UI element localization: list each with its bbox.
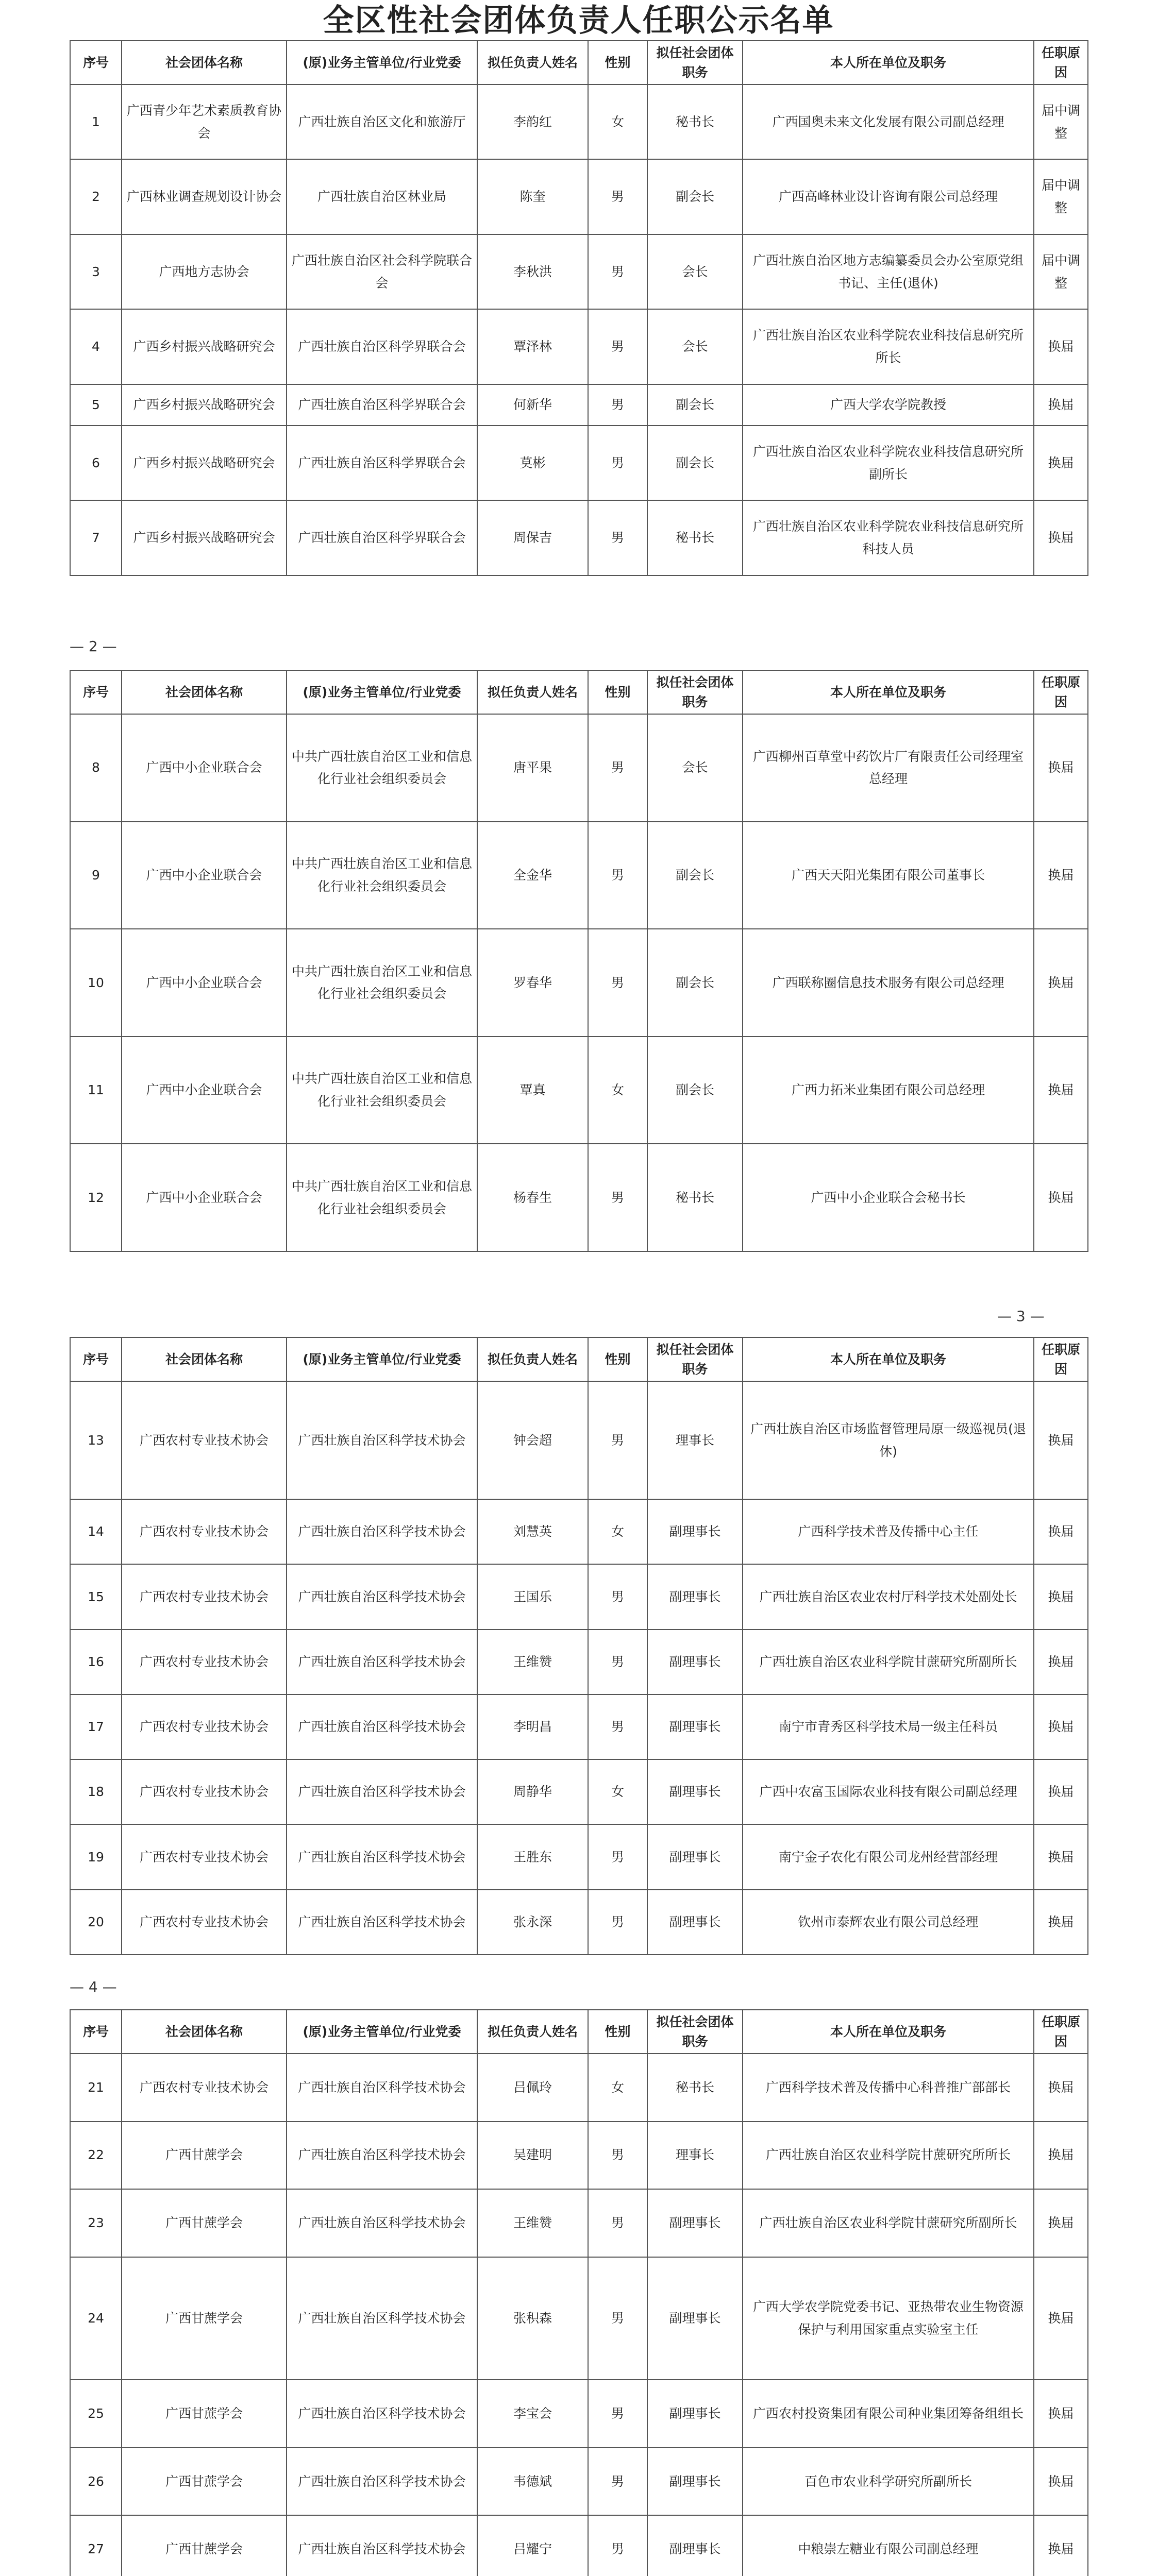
cell-proposed-position: 副理事长: [647, 2380, 743, 2448]
column-header-candidate-name: 拟任负责人姓名: [477, 41, 588, 84]
cell-supervising-unit: 广西壮族自治区科学技术协会: [287, 2380, 477, 2448]
cell-serial-no: 13: [70, 1381, 122, 1499]
cell-serial-no: 12: [70, 1144, 122, 1251]
cell-proposed-position: 副理事长: [647, 1564, 743, 1629]
cell-appointment-reason: 换届: [1034, 2257, 1088, 2380]
cell-gender: 男: [588, 714, 647, 822]
cell-proposed-position: 理事长: [647, 1381, 743, 1499]
cell-proposed-position: 副理事长: [647, 2515, 743, 2576]
cell-supervising-unit: 广西壮族自治区科学技术协会: [287, 1759, 477, 1824]
cell-gender: 男: [588, 500, 647, 575]
cell-appointment-reason: 换届: [1034, 1037, 1088, 1144]
cell-appointment-reason: 届中调整: [1034, 159, 1088, 234]
cell-supervising-unit: 广西壮族自治区科学技术协会: [287, 1564, 477, 1629]
cell-current-employer-position: 广西国奥未来文化发展有限公司副总经理: [743, 84, 1034, 159]
cell-org-name: 广西中小企业联合会: [122, 1144, 287, 1251]
cell-org-name: 广西甘蔗学会: [122, 2448, 287, 2516]
page-number: — 4 —: [70, 1978, 117, 1995]
cell-org-name: 广西农村专业技术协会: [122, 1890, 287, 1955]
cell-candidate-name: 钟会超: [477, 1381, 588, 1499]
cell-candidate-name: 罗春华: [477, 929, 588, 1037]
cell-proposed-position: 副会长: [647, 426, 743, 500]
cell-gender: 男: [588, 1890, 647, 1955]
column-header-org-name: 社会团体名称: [122, 1337, 287, 1381]
roster-table-1: [70, 40, 1088, 576]
column-header-appointment-reason: 任职原因: [1034, 1337, 1088, 1381]
cell-org-name: 广西中小企业联合会: [122, 714, 287, 822]
cell-candidate-name: 王胜东: [477, 1824, 588, 1889]
cell-supervising-unit: 中共广西壮族自治区工业和信息化行业社会组织委员会: [287, 929, 477, 1037]
cell-current-employer-position: 广西中小企业联合会秘书长: [743, 1144, 1034, 1251]
cell-gender: 女: [588, 1037, 647, 1144]
cell-candidate-name: 周静华: [477, 1759, 588, 1824]
cell-org-name: 广西中小企业联合会: [122, 1037, 287, 1144]
cell-candidate-name: 莫彬: [477, 426, 588, 500]
roster-table-3: [70, 1337, 1088, 1955]
cell-org-name: 广西农村专业技术协会: [122, 2054, 287, 2122]
table-row: [70, 2257, 1088, 2380]
cell-appointment-reason: 换届: [1034, 822, 1088, 929]
cell-proposed-position: 副会长: [647, 1037, 743, 1144]
table-row: [70, 309, 1088, 384]
cell-org-name: 广西农村专业技术协会: [122, 1759, 287, 1824]
cell-serial-no: 15: [70, 1564, 122, 1629]
cell-gender: 男: [588, 384, 647, 426]
cell-current-employer-position: 广西力拓米业集团有限公司总经理: [743, 1037, 1034, 1144]
cell-current-employer-position: 广西天天阳光集团有限公司董事长: [743, 822, 1034, 929]
table-row: [70, 2122, 1088, 2190]
cell-org-name: 广西甘蔗学会: [122, 2380, 287, 2448]
cell-appointment-reason: 换届: [1034, 2122, 1088, 2190]
cell-current-employer-position: 广西壮族自治区农业科学院甘蔗研究所所长: [743, 2122, 1034, 2190]
column-header-current-employer-position: 本人所在单位及职务: [743, 2010, 1034, 2054]
page-number: — 2 —: [70, 638, 117, 655]
table-row: [70, 1381, 1088, 1499]
page-number: — 3 —: [997, 1308, 1045, 1325]
column-header-org-name: 社会团体名称: [122, 2010, 287, 2054]
cell-supervising-unit: 广西壮族自治区林业局: [287, 159, 477, 234]
cell-current-employer-position: 广西中农富玉国际农业科技有限公司副总经理: [743, 1759, 1034, 1824]
cell-appointment-reason: 换届: [1034, 2515, 1088, 2576]
table-row: [70, 84, 1088, 159]
column-header-org-name: 社会团体名称: [122, 41, 287, 84]
column-header-proposed-position: 拟任社会团体职务: [647, 1337, 743, 1381]
column-header-current-employer-position: 本人所在单位及职务: [743, 1337, 1034, 1381]
cell-candidate-name: 周保吉: [477, 500, 588, 575]
cell-gender: 男: [588, 1694, 647, 1759]
cell-org-name: 广西农村专业技术协会: [122, 1630, 287, 1694]
cell-gender: 男: [588, 1630, 647, 1694]
cell-supervising-unit: 广西壮族自治区科学技术协会: [287, 1630, 477, 1694]
cell-appointment-reason: 届中调整: [1034, 84, 1088, 159]
table-row: [70, 2380, 1088, 2448]
cell-org-name: 广西中小企业联合会: [122, 822, 287, 929]
cell-current-employer-position: 广西大学农学院教授: [743, 384, 1034, 426]
cell-proposed-position: 秘书长: [647, 84, 743, 159]
cell-candidate-name: 王维赞: [477, 2189, 588, 2257]
cell-serial-no: 2: [70, 159, 122, 234]
cell-supervising-unit: 广西壮族自治区社会科学院联合会: [287, 234, 477, 309]
cell-proposed-position: 会长: [647, 714, 743, 822]
column-header-gender: 性别: [588, 670, 647, 714]
cell-proposed-position: 副会长: [647, 929, 743, 1037]
cell-org-name: 广西农村专业技术协会: [122, 1381, 287, 1499]
cell-serial-no: 27: [70, 2515, 122, 2576]
cell-candidate-name: 张积森: [477, 2257, 588, 2380]
cell-supervising-unit: 广西壮族自治区科学技术协会: [287, 2054, 477, 2122]
cell-gender: 女: [588, 1499, 647, 1564]
table-header-row: [70, 670, 1088, 714]
column-header-supervising-unit: (原)业务主管单位/行业党委: [287, 2010, 477, 2054]
table-row: [70, 426, 1088, 500]
cell-candidate-name: 李韵红: [477, 84, 588, 159]
cell-proposed-position: 副理事长: [647, 1890, 743, 1955]
cell-current-employer-position: 广西壮族自治区农业科学院甘蔗研究所副所长: [743, 1630, 1034, 1694]
cell-candidate-name: 陈奎: [477, 159, 588, 234]
cell-appointment-reason: 换届: [1034, 1144, 1088, 1251]
cell-serial-no: 5: [70, 384, 122, 426]
cell-candidate-name: 杨春生: [477, 1144, 588, 1251]
table-row: [70, 1759, 1088, 1824]
cell-serial-no: 9: [70, 822, 122, 929]
cell-supervising-unit: 广西壮族自治区科学技术协会: [287, 2122, 477, 2190]
cell-gender: 男: [588, 159, 647, 234]
table-row: [70, 714, 1088, 822]
cell-proposed-position: 副理事长: [647, 2448, 743, 2516]
column-header-gender: 性别: [588, 2010, 647, 2054]
cell-gender: 男: [588, 2122, 647, 2190]
table-row: [70, 1890, 1088, 1955]
cell-gender: 男: [588, 1144, 647, 1251]
cell-appointment-reason: 换届: [1034, 1694, 1088, 1759]
cell-proposed-position: 副会长: [647, 384, 743, 426]
cell-current-employer-position: 广西壮族自治区农业科学院农业科技信息研究所所长: [743, 309, 1034, 384]
cell-gender: 女: [588, 84, 647, 159]
cell-appointment-reason: 换届: [1034, 1564, 1088, 1629]
cell-candidate-name: 李明昌: [477, 1694, 588, 1759]
cell-supervising-unit: 中共广西壮族自治区工业和信息化行业社会组织委员会: [287, 1144, 477, 1251]
cell-candidate-name: 刘慧英: [477, 1499, 588, 1564]
cell-current-employer-position: 广西壮族自治区农业科学院农业科技信息研究所科技人员: [743, 500, 1034, 575]
cell-current-employer-position: 广西大学农学院党委书记、亚热带农业生物资源保护与利用国家重点实验室主任: [743, 2257, 1034, 2380]
cell-serial-no: 19: [70, 1824, 122, 1889]
cell-current-employer-position: 广西壮族自治区市场监督管理局原一级巡视员(退休): [743, 1381, 1034, 1499]
cell-org-name: 广西甘蔗学会: [122, 2515, 287, 2576]
cell-gender: 男: [588, 1381, 647, 1499]
cell-current-employer-position: 百色市农业科学研究所副所长: [743, 2448, 1034, 2516]
cell-serial-no: 1: [70, 84, 122, 159]
cell-gender: 女: [588, 2054, 647, 2122]
table-header-row: [70, 2010, 1088, 2054]
cell-supervising-unit: 中共广西壮族自治区工业和信息化行业社会组织委员会: [287, 822, 477, 929]
cell-gender: 男: [588, 2448, 647, 2516]
cell-gender: 男: [588, 2515, 647, 2576]
cell-supervising-unit: 广西壮族自治区科学界联合会: [287, 384, 477, 426]
cell-serial-no: 18: [70, 1759, 122, 1824]
cell-gender: 男: [588, 309, 647, 384]
cell-candidate-name: 唐平果: [477, 714, 588, 822]
cell-current-employer-position: 广西联称圈信息技术服务有限公司总经理: [743, 929, 1034, 1037]
column-header-serial-no: 序号: [70, 41, 122, 84]
cell-current-employer-position: 广西高峰林业设计咨询有限公司总经理: [743, 159, 1034, 234]
cell-candidate-name: 吕佩玲: [477, 2054, 588, 2122]
cell-current-employer-position: 广西农村投资集团有限公司种业集团筹备组组长: [743, 2380, 1034, 2448]
cell-org-name: 广西甘蔗学会: [122, 2122, 287, 2190]
cell-current-employer-position: 广西科学技术普及传播中心科普推广部部长: [743, 2054, 1034, 2122]
cell-proposed-position: 副理事长: [647, 1499, 743, 1564]
column-header-serial-no: 序号: [70, 670, 122, 714]
column-header-org-name: 社会团体名称: [122, 670, 287, 714]
cell-serial-no: 8: [70, 714, 122, 822]
cell-proposed-position: 秘书长: [647, 2054, 743, 2122]
cell-proposed-position: 副理事长: [647, 1824, 743, 1889]
cell-appointment-reason: 换届: [1034, 714, 1088, 822]
cell-supervising-unit: 广西壮族自治区科学技术协会: [287, 2257, 477, 2380]
column-header-current-employer-position: 本人所在单位及职务: [743, 670, 1034, 714]
table-row: [70, 2189, 1088, 2257]
cell-candidate-name: 王国乐: [477, 1564, 588, 1629]
cell-supervising-unit: 中共广西壮族自治区工业和信息化行业社会组织委员会: [287, 1037, 477, 1144]
column-header-current-employer-position: 本人所在单位及职务: [743, 41, 1034, 84]
cell-current-employer-position: 广西壮族自治区农业科学院甘蔗研究所副所长: [743, 2189, 1034, 2257]
column-header-candidate-name: 拟任负责人姓名: [477, 670, 588, 714]
cell-serial-no: 10: [70, 929, 122, 1037]
cell-appointment-reason: 换届: [1034, 1499, 1088, 1564]
cell-supervising-unit: 广西壮族自治区科学界联合会: [287, 309, 477, 384]
cell-serial-no: 17: [70, 1694, 122, 1759]
cell-appointment-reason: 换届: [1034, 1824, 1088, 1889]
cell-appointment-reason: 换届: [1034, 500, 1088, 575]
roster-table-2: [70, 670, 1088, 1252]
table-row: [70, 1630, 1088, 1694]
cell-candidate-name: 王维赞: [477, 1630, 588, 1694]
cell-proposed-position: 理事长: [647, 2122, 743, 2190]
cell-supervising-unit: 广西壮族自治区科学技术协会: [287, 1381, 477, 1499]
cell-candidate-name: 吕耀宁: [477, 2515, 588, 2576]
column-header-gender: 性别: [588, 41, 647, 84]
cell-proposed-position: 副会长: [647, 822, 743, 929]
cell-supervising-unit: 广西壮族自治区科学技术协会: [287, 1694, 477, 1759]
cell-appointment-reason: 换届: [1034, 2054, 1088, 2122]
cell-appointment-reason: 换届: [1034, 929, 1088, 1037]
cell-supervising-unit: 广西壮族自治区科学技术协会: [287, 2189, 477, 2257]
cell-org-name: 广西乡村振兴战略研究会: [122, 309, 287, 384]
cell-gender: 男: [588, 2189, 647, 2257]
cell-current-employer-position: 钦州市泰辉农业有限公司总经理: [743, 1890, 1034, 1955]
cell-current-employer-position: 广西柳州百草堂中药饮片厂有限责任公司经理室总经理: [743, 714, 1034, 822]
cell-candidate-name: 韦德斌: [477, 2448, 588, 2516]
cell-org-name: 广西中小企业联合会: [122, 929, 287, 1037]
cell-org-name: 广西农村专业技术协会: [122, 1564, 287, 1629]
cell-proposed-position: 会长: [647, 234, 743, 309]
column-header-serial-no: 序号: [70, 2010, 122, 2054]
cell-candidate-name: 全金华: [477, 822, 588, 929]
cell-appointment-reason: 换届: [1034, 2448, 1088, 2516]
cell-gender: 女: [588, 1759, 647, 1824]
column-header-proposed-position: 拟任社会团体职务: [647, 2010, 743, 2054]
table-row: [70, 500, 1088, 575]
table-header-row: [70, 1337, 1088, 1381]
cell-proposed-position: 副理事长: [647, 1759, 743, 1824]
column-header-supervising-unit: (原)业务主管单位/行业党委: [287, 41, 477, 84]
cell-candidate-name: 张永深: [477, 1890, 588, 1955]
cell-candidate-name: 何新华: [477, 384, 588, 426]
cell-appointment-reason: 换届: [1034, 309, 1088, 384]
cell-current-employer-position: 广西壮族自治区农业科学院农业科技信息研究所副所长: [743, 426, 1034, 500]
cell-current-employer-position: 南宁金子农化有限公司龙州经营部经理: [743, 1824, 1034, 1889]
cell-candidate-name: 覃泽林: [477, 309, 588, 384]
cell-current-employer-position: 广西科学技术普及传播中心主任: [743, 1499, 1034, 1564]
cell-org-name: 广西农村专业技术协会: [122, 1499, 287, 1564]
table-row: [70, 2515, 1088, 2576]
column-header-appointment-reason: 任职原因: [1034, 41, 1088, 84]
cell-serial-no: 24: [70, 2257, 122, 2380]
table-row: [70, 1564, 1088, 1629]
cell-proposed-position: 副理事长: [647, 2189, 743, 2257]
cell-appointment-reason: 换届: [1034, 1890, 1088, 1955]
cell-gender: 男: [588, 1824, 647, 1889]
column-header-gender: 性别: [588, 1337, 647, 1381]
cell-supervising-unit: 广西壮族自治区科学技术协会: [287, 1890, 477, 1955]
cell-org-name: 广西农村专业技术协会: [122, 1694, 287, 1759]
cell-current-employer-position: 广西壮族自治区农业农村厅科学技术处副处长: [743, 1564, 1034, 1629]
cell-appointment-reason: 换届: [1034, 426, 1088, 500]
cell-appointment-reason: 换届: [1034, 2380, 1088, 2448]
cell-serial-no: 3: [70, 234, 122, 309]
table-row: [70, 234, 1088, 309]
cell-appointment-reason: 换届: [1034, 1759, 1088, 1824]
cell-org-name: 广西甘蔗学会: [122, 2189, 287, 2257]
cell-gender: 男: [588, 2257, 647, 2380]
cell-org-name: 广西农村专业技术协会: [122, 1824, 287, 1889]
column-header-candidate-name: 拟任负责人姓名: [477, 2010, 588, 2054]
column-header-appointment-reason: 任职原因: [1034, 670, 1088, 714]
cell-supervising-unit: 广西壮族自治区科学技术协会: [287, 2515, 477, 2576]
cell-serial-no: 14: [70, 1499, 122, 1564]
page-title: 全区性社会团体负责人任职公示名单: [323, 3, 834, 39]
cell-proposed-position: 副理事长: [647, 2257, 743, 2380]
column-header-proposed-position: 拟任社会团体职务: [647, 41, 743, 84]
cell-gender: 男: [588, 234, 647, 309]
cell-serial-no: 23: [70, 2189, 122, 2257]
cell-org-name: 广西甘蔗学会: [122, 2257, 287, 2380]
cell-appointment-reason: 换届: [1034, 2189, 1088, 2257]
cell-appointment-reason: 换届: [1034, 384, 1088, 426]
cell-supervising-unit: 广西壮族自治区科学界联合会: [287, 426, 477, 500]
table-row: [70, 1499, 1088, 1564]
cell-proposed-position: 秘书长: [647, 1144, 743, 1251]
column-header-supervising-unit: (原)业务主管单位/行业党委: [287, 670, 477, 714]
cell-gender: 男: [588, 426, 647, 500]
cell-proposed-position: 副理事长: [647, 1630, 743, 1694]
cell-org-name: 广西青少年艺术素质教育协会: [122, 84, 287, 159]
cell-current-employer-position: 广西壮族自治区地方志编纂委员会办公室原党组书记、主任(退休): [743, 234, 1034, 309]
cell-gender: 男: [588, 822, 647, 929]
column-header-supervising-unit: (原)业务主管单位/行业党委: [287, 1337, 477, 1381]
cell-serial-no: 16: [70, 1630, 122, 1694]
table-header-row: [70, 41, 1088, 84]
table-row: [70, 822, 1088, 929]
cell-supervising-unit: 广西壮族自治区科学界联合会: [287, 500, 477, 575]
cell-proposed-position: 秘书长: [647, 500, 743, 575]
cell-serial-no: 25: [70, 2380, 122, 2448]
table-row: [70, 929, 1088, 1037]
column-header-candidate-name: 拟任负责人姓名: [477, 1337, 588, 1381]
cell-appointment-reason: 换届: [1034, 1630, 1088, 1694]
cell-supervising-unit: 广西壮族自治区文化和旅游厅: [287, 84, 477, 159]
column-header-serial-no: 序号: [70, 1337, 122, 1381]
table-row: [70, 1037, 1088, 1144]
table-row: [70, 159, 1088, 234]
cell-serial-no: 20: [70, 1890, 122, 1955]
table-row: [70, 384, 1088, 426]
cell-serial-no: 22: [70, 2122, 122, 2190]
cell-current-employer-position: 中粮崇左糖业有限公司副总经理: [743, 2515, 1034, 2576]
cell-gender: 男: [588, 1564, 647, 1629]
column-header-appointment-reason: 任职原因: [1034, 2010, 1088, 2054]
cell-serial-no: 21: [70, 2054, 122, 2122]
column-header-proposed-position: 拟任社会团体职务: [647, 670, 743, 714]
cell-supervising-unit: 中共广西壮族自治区工业和信息化行业社会组织委员会: [287, 714, 477, 822]
cell-appointment-reason: 换届: [1034, 1381, 1088, 1499]
cell-serial-no: 11: [70, 1037, 122, 1144]
table-row: [70, 2448, 1088, 2516]
cell-candidate-name: 李宝会: [477, 2380, 588, 2448]
cell-org-name: 广西地方志协会: [122, 234, 287, 309]
table-row: [70, 1824, 1088, 1889]
cell-serial-no: 7: [70, 500, 122, 575]
cell-proposed-position: 副理事长: [647, 1694, 743, 1759]
cell-supervising-unit: 广西壮族自治区科学技术协会: [287, 1824, 477, 1889]
cell-proposed-position: 副会长: [647, 159, 743, 234]
cell-serial-no: 26: [70, 2448, 122, 2516]
table-row: [70, 1694, 1088, 1759]
table-row: [70, 2054, 1088, 2122]
cell-candidate-name: 李秋洪: [477, 234, 588, 309]
cell-proposed-position: 会长: [647, 309, 743, 384]
cell-supervising-unit: 广西壮族自治区科学技术协会: [287, 1499, 477, 1564]
cell-serial-no: 4: [70, 309, 122, 384]
cell-current-employer-position: 南宁市青秀区科学技术局一级主任科员: [743, 1694, 1034, 1759]
roster-table-4: [70, 2009, 1088, 2576]
cell-candidate-name: 吴建明: [477, 2122, 588, 2190]
cell-org-name: 广西乡村振兴战略研究会: [122, 426, 287, 500]
table-row: [70, 1144, 1088, 1251]
cell-org-name: 广西林业调查规划设计协会: [122, 159, 287, 234]
cell-org-name: 广西乡村振兴战略研究会: [122, 500, 287, 575]
cell-gender: 男: [588, 2380, 647, 2448]
cell-supervising-unit: 广西壮族自治区科学技术协会: [287, 2448, 477, 2516]
cell-gender: 男: [588, 929, 647, 1037]
cell-serial-no: 6: [70, 426, 122, 500]
cell-org-name: 广西乡村振兴战略研究会: [122, 384, 287, 426]
cell-appointment-reason: 届中调整: [1034, 234, 1088, 309]
cell-candidate-name: 覃真: [477, 1037, 588, 1144]
